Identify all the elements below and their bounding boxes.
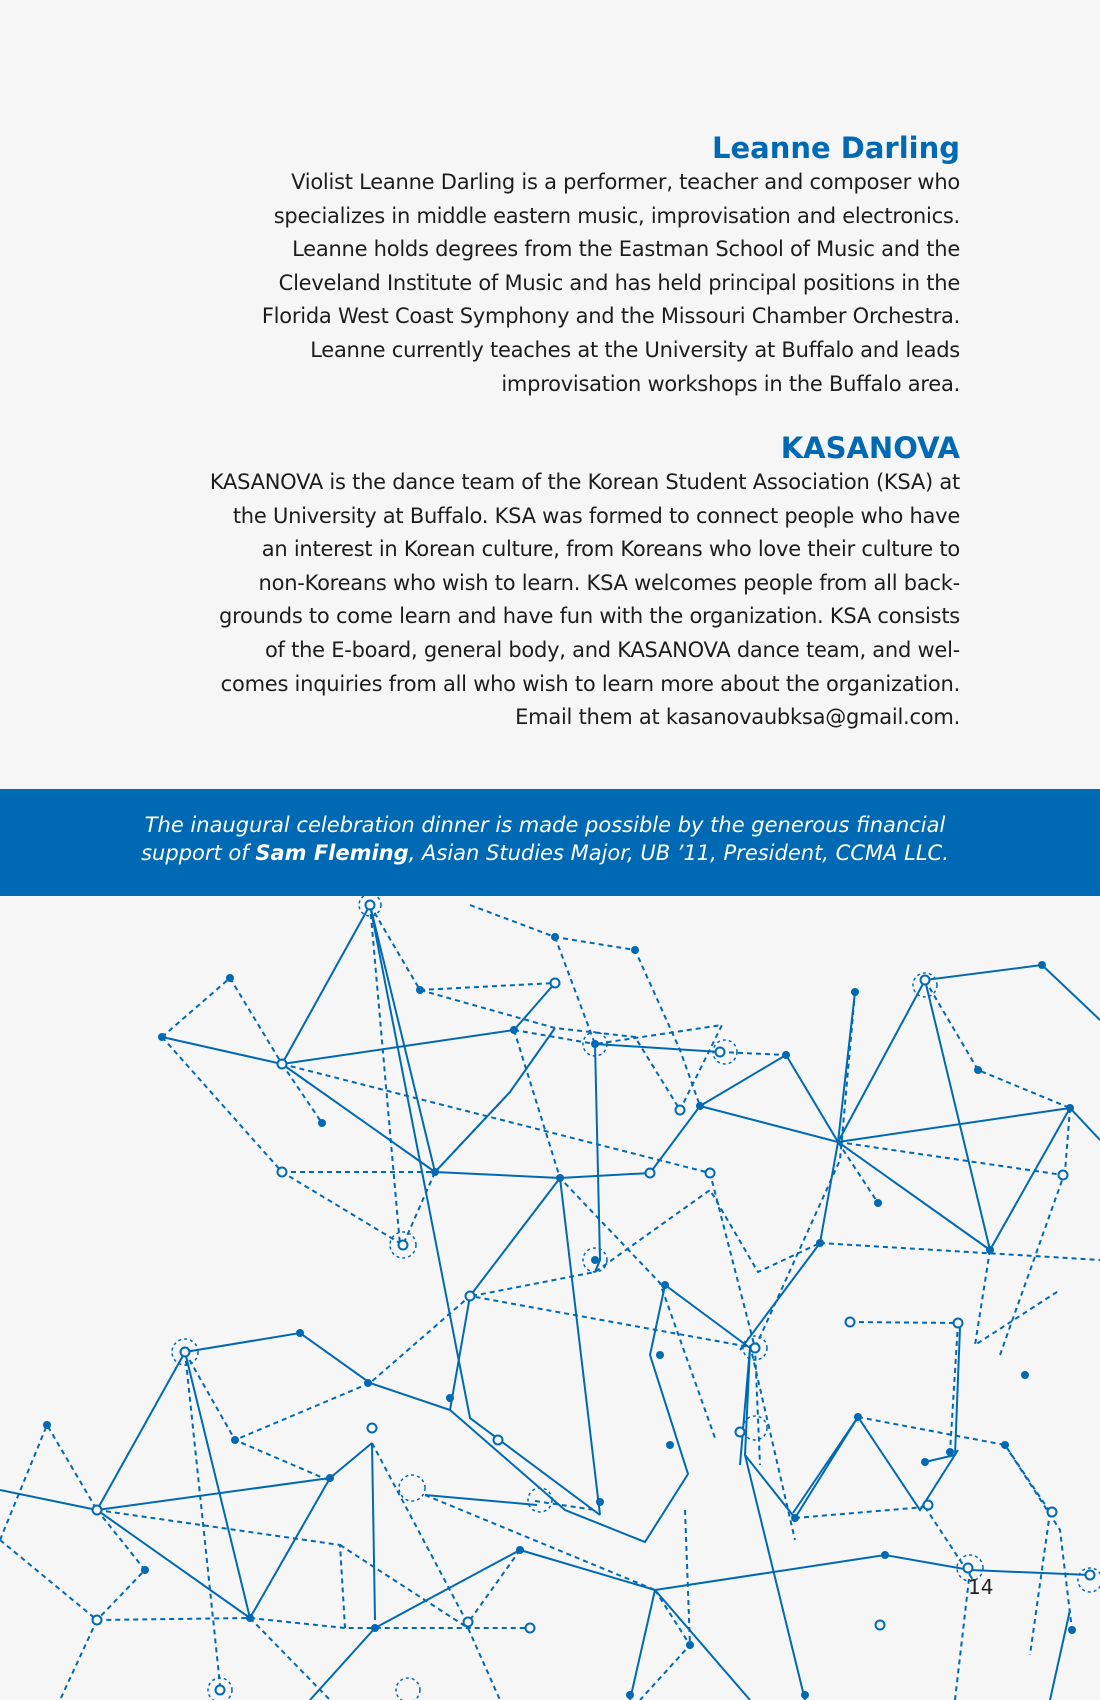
bio-line: comes inquiries from all who wish to learn more about the organization. [220,671,960,696]
bio-kasanova [130,430,960,735]
bio-line: grounds to come learn and have fun with the organization. KSA consists [219,604,960,629]
sponsor-line-2-suffix: , Asian Studies Major, UB ’11, President, CCMA LLC. [408,841,949,865]
sponsor-banner [0,789,1100,896]
bio-line: of the E-board, general body, and KASANOVA dance team, and wel- [264,637,960,662]
sponsor-line-2-prefix: support of [141,841,256,865]
network-filled-nodes [43,933,1076,1699]
bio-line: Leanne holds degrees from the Eastman School of Music and the [292,237,960,262]
bio-line: Cleveland Institute of Music and has held principal positions in the [278,270,960,295]
sponsor-name: Sam Fleming [255,841,409,865]
network-graphic [0,896,1100,1700]
network-solid-lines [0,905,1100,1700]
bio-text [130,466,960,735]
bio-leanne-darling [130,130,960,401]
bio-line: KASANOVA is the dance team of the Korean Student Association (KSA) at [209,470,960,494]
sponsor-text [130,811,960,867]
bio-line: the University at Buffalo. KSA was formed to connect people who have [232,503,960,528]
bio-line: Email them at kasanovaubksa@gmail.com. [515,705,960,730]
bio-line: Violist Leanne Darling is a performer, teacher and composer who [291,170,960,194]
bio-heading: KASANOVA [780,431,960,465]
sponsor-line-1: The inaugural celebration dinner is made possible by the generous financial [144,813,946,837]
network-hollow-nodes [93,901,1095,1695]
bio-text [130,166,960,401]
bio-line: improvisation workshops in the Buffalo area. [501,371,960,396]
bio-line: Leanne currently teaches at the University at Buffalo and leads [310,337,960,362]
bio-heading: Leanne Darling [711,131,960,165]
bio-line: specializes in middle eastern music, improvisation and electronics. [273,203,960,228]
network-node-halos [172,896,1100,1700]
bio-line: Florida West Coast Symphony and the Missouri Chamber Orchestra. [261,304,960,329]
bio-line: an interest in Korean culture, from Koreans who love their culture to [261,537,960,562]
page-number: 14 [968,1575,994,1599]
bio-line: non-Koreans who wish to learn. KSA welcomes people from all back- [258,570,960,595]
